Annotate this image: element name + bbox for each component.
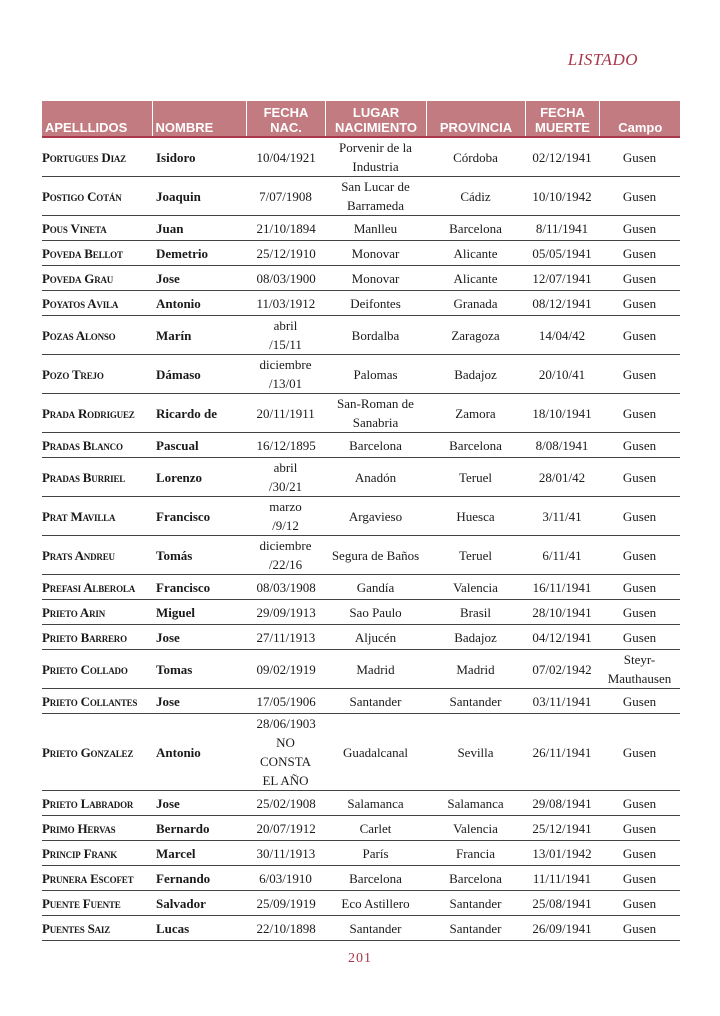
cell-lugar-nacimiento-text: Barcelona [349, 870, 402, 886]
cell-apellidos: Pozo Trejo [42, 355, 152, 394]
cell-fecha-nac-text: abril /15/11 [269, 318, 302, 352]
cell-provincia: Barcelona [426, 216, 525, 241]
table-row [42, 394, 680, 433]
cell-lugar-nacimiento-text: Argavieso [348, 508, 403, 524]
table-body [42, 137, 680, 941]
cell-apellidos: Prieto Gonzalez [42, 714, 152, 791]
cell-fecha-nac-text: 30/11/1913 [256, 845, 316, 861]
table-row [42, 916, 680, 941]
cell-fecha-muerte: 02/12/1941 [525, 137, 599, 177]
cell-lugar-nacimiento-text: Santander [349, 693, 402, 709]
cell-nombre: Francisco [152, 497, 246, 536]
cell-campo-text: Gusen [622, 547, 657, 563]
cell-campo-text: Gusen [622, 508, 657, 524]
table-row [42, 137, 680, 177]
cell-fecha-nac [246, 916, 325, 941]
cell-fecha-muerte: 26/11/1941 [525, 714, 599, 791]
cell-campo [599, 600, 680, 625]
cell-fecha-nac [246, 891, 325, 916]
cell-provincia: Badajoz [426, 355, 525, 394]
table-row [42, 536, 680, 575]
cell-fecha-nac [246, 575, 325, 600]
cell-lugar-nacimiento-text: San-Roman de Sanabria [337, 396, 414, 430]
cell-campo-text: Gusen [622, 270, 657, 286]
cell-campo [599, 497, 680, 536]
cell-nombre: Miguel [152, 600, 246, 625]
cell-fecha-muerte: 10/10/1942 [525, 177, 599, 216]
cell-nombre: Tomás [152, 536, 246, 575]
cell-apellidos: Prieto Arin [42, 600, 152, 625]
cell-lugar-nacimiento [325, 791, 426, 816]
cell-provincia: Zaragoza [426, 316, 525, 355]
cell-fecha-muerte: 25/08/1941 [525, 891, 599, 916]
cell-fecha-nac-text: diciembre /22/16 [259, 538, 312, 572]
cell-campo-text: Gusen [622, 245, 657, 261]
cell-apellidos: Prieto Labrador [42, 791, 152, 816]
cell-campo-text: Gusen [622, 366, 657, 382]
cell-fecha-muerte: 05/05/1941 [525, 241, 599, 266]
cell-fecha-nac [246, 841, 325, 866]
cell-lugar-nacimiento-text: Salamanca [347, 795, 404, 811]
cell-campo [599, 137, 680, 177]
cell-provincia: Santander [426, 891, 525, 916]
table-row [42, 714, 680, 791]
cell-nombre: Antonio [152, 291, 246, 316]
cell-lugar-nacimiento [325, 536, 426, 575]
cell-lugar-nacimiento [325, 291, 426, 316]
table-row [42, 891, 680, 916]
cell-lugar-nacimiento-text: París [362, 845, 389, 861]
cell-lugar-nacimiento-text: Santander [349, 920, 402, 936]
cell-apellidos: Prieto Collado [42, 650, 152, 689]
cell-apellidos: Prada Rodriguez [42, 394, 152, 433]
cell-provincia: Alicante [426, 266, 525, 291]
column-header-fecha-muerte: FECHA MUERTE [525, 101, 599, 137]
cell-fecha-nac-text: 28/06/1903 NO CONSTA EL AÑO [256, 716, 316, 788]
cell-apellidos: Portugues Diaz [42, 137, 152, 177]
cell-apellidos: Prieto Barrero [42, 625, 152, 650]
cell-apellidos: Prats Andreu [42, 536, 152, 575]
cell-provincia: Zamora [426, 394, 525, 433]
cell-lugar-nacimiento-text: Palomas [353, 366, 398, 382]
cell-lugar-nacimiento [325, 816, 426, 841]
deportees-table [42, 101, 680, 941]
cell-campo [599, 689, 680, 714]
cell-nombre: Jose [152, 689, 246, 714]
cell-fecha-muerte: 16/11/1941 [525, 575, 599, 600]
column-header-nombre: NOMBRE [152, 101, 246, 137]
cell-campo [599, 458, 680, 497]
table-row [42, 816, 680, 841]
cell-nombre: Jose [152, 791, 246, 816]
cell-provincia: Teruel [426, 536, 525, 575]
cell-lugar-nacimiento [325, 650, 426, 689]
cell-campo-text: Gusen [622, 870, 657, 886]
cell-campo-text: Gusen [622, 327, 657, 343]
cell-nombre: Ricardo de [152, 394, 246, 433]
table-row [42, 355, 680, 394]
cell-nombre: Juan [152, 216, 246, 241]
cell-fecha-nac [246, 394, 325, 433]
cell-fecha-nac-text: 08/03/1900 [256, 270, 316, 286]
cell-fecha-nac [246, 355, 325, 394]
table-row [42, 600, 680, 625]
cell-fecha-nac-text: 25/02/1908 [256, 795, 316, 811]
cell-campo-text: Gusen [622, 469, 657, 485]
cell-fecha-nac-text: 25/12/1910 [256, 245, 316, 261]
cell-campo [599, 394, 680, 433]
cell-nombre: Fernando [152, 866, 246, 891]
cell-provincia: Huesca [426, 497, 525, 536]
cell-fecha-muerte: 03/11/1941 [525, 689, 599, 714]
cell-lugar-nacimiento-text: Porvenir de la Industria [339, 140, 412, 174]
cell-campo [599, 650, 680, 689]
cell-fecha-nac-text: marzo /9/12 [269, 499, 302, 533]
table-row [42, 216, 680, 241]
cell-fecha-nac-text: 09/02/1919 [256, 661, 316, 677]
cell-apellidos: Pradas Blanco [42, 433, 152, 458]
cell-fecha-nac-text: 10/04/1921 [256, 149, 316, 165]
cell-fecha-nac-text: 20/11/1911 [256, 405, 315, 421]
cell-lugar-nacimiento-text: Aljucén [354, 629, 397, 645]
cell-lugar-nacimiento-text: Monovar [351, 245, 400, 261]
table-row [42, 650, 680, 689]
cell-apellidos: Pozas Alonso [42, 316, 152, 355]
cell-fecha-muerte: 8/08/1941 [525, 433, 599, 458]
cell-fecha-nac-text: 22/10/1898 [256, 920, 316, 936]
cell-provincia: Córdoba [426, 137, 525, 177]
cell-lugar-nacimiento [325, 316, 426, 355]
cell-provincia: Valencia [426, 575, 525, 600]
cell-fecha-nac-text: 25/09/1919 [256, 895, 316, 911]
cell-fecha-muerte: 18/10/1941 [525, 394, 599, 433]
cell-nombre: Jose [152, 266, 246, 291]
cell-lugar-nacimiento [325, 575, 426, 600]
cell-fecha-nac [246, 458, 325, 497]
cell-campo-text: Gusen [622, 845, 657, 861]
cell-campo [599, 816, 680, 841]
cell-nombre: Tomas [152, 650, 246, 689]
cell-apellidos: Poveda Grau [42, 266, 152, 291]
cell-fecha-nac-text: 21/10/1894 [256, 220, 316, 236]
cell-lugar-nacimiento [325, 866, 426, 891]
cell-campo [599, 177, 680, 216]
cell-fecha-nac [246, 791, 325, 816]
table-row [42, 575, 680, 600]
table-row [42, 497, 680, 536]
cell-apellidos: Puente Fuente [42, 891, 152, 916]
cell-provincia: Teruel [426, 458, 525, 497]
cell-campo-text: Gusen [622, 895, 657, 911]
cell-campo-text: Gusen [622, 795, 657, 811]
cell-campo-text: Steyr-Mauthausen [607, 652, 672, 686]
page-number: 201 [348, 951, 372, 966]
cell-fecha-nac-text: 08/03/1908 [256, 579, 316, 595]
cell-campo-text: Gusen [622, 437, 657, 453]
cell-fecha-nac [246, 650, 325, 689]
cell-fecha-muerte: 08/12/1941 [525, 291, 599, 316]
cell-apellidos: Poveda Bellot [42, 241, 152, 266]
cell-fecha-nac [246, 216, 325, 241]
cell-apellidos: Princip Frank [42, 841, 152, 866]
cell-lugar-nacimiento [325, 266, 426, 291]
cell-fecha-muerte: 13/01/1942 [525, 841, 599, 866]
cell-fecha-muerte: 28/01/42 [525, 458, 599, 497]
cell-campo-text: Gusen [622, 188, 657, 204]
cell-fecha-muerte: 3/11/41 [525, 497, 599, 536]
cell-campo [599, 891, 680, 916]
cell-provincia: Santander [426, 916, 525, 941]
cell-apellidos: Prieto Collantes [42, 689, 152, 714]
cell-lugar-nacimiento-text: Barcelona [349, 437, 402, 453]
cell-provincia: Valencia [426, 816, 525, 841]
cell-lugar-nacimiento [325, 497, 426, 536]
cell-fecha-muerte: 28/10/1941 [525, 600, 599, 625]
cell-provincia: Granada [426, 291, 525, 316]
column-header-lugar-nacimiento: LUGAR NACIMIENTO [325, 101, 426, 137]
cell-campo [599, 791, 680, 816]
cell-nombre: Antonio [152, 714, 246, 791]
cell-fecha-nac [246, 137, 325, 177]
cell-apellidos: Prefasi Alberola [42, 575, 152, 600]
cell-apellidos: Pous Vineta [42, 216, 152, 241]
cell-nombre: Marcel [152, 841, 246, 866]
cell-lugar-nacimiento-text: Segura de Baños [331, 547, 420, 563]
cell-fecha-nac [246, 266, 325, 291]
cell-campo [599, 216, 680, 241]
cell-fecha-muerte: 25/12/1941 [525, 816, 599, 841]
cell-nombre: Dámaso [152, 355, 246, 394]
table-header-row [42, 101, 680, 137]
cell-campo-text: Gusen [622, 405, 657, 421]
cell-lugar-nacimiento-text: Carlet [359, 820, 392, 836]
cell-lugar-nacimiento [325, 689, 426, 714]
table-row [42, 316, 680, 355]
cell-fecha-nac-text: 27/11/1913 [256, 629, 316, 645]
cell-lugar-nacimiento [325, 458, 426, 497]
cell-lugar-nacimiento [325, 916, 426, 941]
cell-nombre: Lorenzo [152, 458, 246, 497]
cell-fecha-muerte: 6/11/41 [525, 536, 599, 575]
cell-campo [599, 266, 680, 291]
column-header-provincia: PROVINCIA [426, 101, 525, 137]
table-row [42, 241, 680, 266]
cell-fecha-nac-text: 16/12/1895 [256, 437, 316, 453]
cell-campo-text: Gusen [622, 295, 657, 311]
cell-campo [599, 536, 680, 575]
running-title: LISTADO [567, 50, 638, 69]
cell-lugar-nacimiento [325, 355, 426, 394]
cell-fecha-nac [246, 714, 325, 791]
cell-campo-text: Gusen [622, 629, 657, 645]
cell-fecha-muerte: 26/09/1941 [525, 916, 599, 941]
cell-nombre: Isidoro [152, 137, 246, 177]
cell-campo [599, 316, 680, 355]
cell-campo-text: Gusen [622, 149, 657, 165]
cell-fecha-muerte: 8/11/1941 [525, 216, 599, 241]
cell-campo [599, 433, 680, 458]
cell-lugar-nacimiento-text: San Lucar de Barrameda [341, 179, 410, 213]
cell-fecha-nac-text: 29/09/1913 [256, 604, 316, 620]
table-row [42, 625, 680, 650]
cell-fecha-muerte: 11/11/1941 [525, 866, 599, 891]
table-row [42, 458, 680, 497]
cell-provincia: Badajoz [426, 625, 525, 650]
cell-lugar-nacimiento [325, 891, 426, 916]
table-row [42, 689, 680, 714]
cell-nombre: Marín [152, 316, 246, 355]
cell-campo-text: Gusen [622, 820, 657, 836]
cell-nombre: Bernardo [152, 816, 246, 841]
cell-nombre: Joaquin [152, 177, 246, 216]
cell-lugar-nacimiento-text: Guadalcanal [343, 744, 408, 760]
cell-lugar-nacimiento [325, 137, 426, 177]
cell-lugar-nacimiento [325, 600, 426, 625]
cell-apellidos: Prat Mavilla [42, 497, 152, 536]
cell-fecha-muerte: 20/10/41 [525, 355, 599, 394]
cell-lugar-nacimiento [325, 841, 426, 866]
cell-nombre: Demetrio [152, 241, 246, 266]
cell-apellidos: Prunera Escofet [42, 866, 152, 891]
cell-provincia: Sevilla [426, 714, 525, 791]
column-header-campo: Campo [599, 101, 680, 137]
cell-nombre: Francisco [152, 575, 246, 600]
cell-campo [599, 241, 680, 266]
cell-provincia: Brasil [426, 600, 525, 625]
cell-fecha-muerte: 14/04/42 [525, 316, 599, 355]
column-header-apellidos: APELLLIDOS [42, 101, 152, 137]
cell-provincia: Cádiz [426, 177, 525, 216]
cell-lugar-nacimiento-text: Eco Astillero [341, 895, 410, 911]
cell-apellidos: Primo Hervas [42, 816, 152, 841]
cell-fecha-nac [246, 177, 325, 216]
table-row [42, 841, 680, 866]
cell-fecha-muerte: 07/02/1942 [525, 650, 599, 689]
cell-lugar-nacimiento-text: Gandía [356, 579, 395, 595]
cell-campo [599, 625, 680, 650]
cell-campo [599, 575, 680, 600]
cell-fecha-nac-text: 7/07/1908 [259, 188, 312, 204]
cell-lugar-nacimiento-text: Madrid [356, 661, 395, 677]
cell-campo-text: Gusen [622, 604, 657, 620]
cell-provincia: Alicante [426, 241, 525, 266]
cell-apellidos: Postigo Cotán [42, 177, 152, 216]
cell-fecha-nac [246, 536, 325, 575]
cell-lugar-nacimiento [325, 714, 426, 791]
cell-fecha-nac [246, 625, 325, 650]
cell-fecha-nac-text: diciembre /13/01 [259, 357, 312, 391]
cell-lugar-nacimiento-text: Anadón [354, 469, 397, 485]
cell-nombre: Jose [152, 625, 246, 650]
table-row [42, 291, 680, 316]
cell-fecha-muerte: 12/07/1941 [525, 266, 599, 291]
column-header-fecha-nac: FECHA NAC. [246, 101, 325, 137]
cell-apellidos: Poyatos Avila [42, 291, 152, 316]
cell-fecha-nac [246, 816, 325, 841]
cell-lugar-nacimiento-text: Manlleu [353, 220, 398, 236]
cell-fecha-nac-text: 6/03/1910 [259, 870, 312, 886]
cell-campo-text: Gusen [622, 579, 657, 595]
cell-lugar-nacimiento-text: Monovar [351, 270, 400, 286]
cell-campo-text: Gusen [622, 220, 657, 236]
cell-fecha-nac [246, 291, 325, 316]
cell-fecha-nac [246, 866, 325, 891]
cell-fecha-nac [246, 689, 325, 714]
cell-provincia: Madrid [426, 650, 525, 689]
cell-lugar-nacimiento [325, 433, 426, 458]
cell-fecha-nac [246, 433, 325, 458]
cell-campo [599, 291, 680, 316]
cell-lugar-nacimiento-text: Bordalba [351, 327, 400, 343]
cell-lugar-nacimiento-text: Sao Paulo [349, 604, 402, 620]
cell-campo [599, 916, 680, 941]
cell-provincia: Francia [426, 841, 525, 866]
table-row [42, 866, 680, 891]
cell-fecha-nac [246, 497, 325, 536]
cell-provincia: Santander [426, 689, 525, 714]
cell-fecha-nac-text: abril /30/21 [268, 460, 303, 494]
table-row [42, 791, 680, 816]
cell-fecha-nac [246, 600, 325, 625]
cell-campo [599, 355, 680, 394]
cell-lugar-nacimiento [325, 394, 426, 433]
cell-campo [599, 866, 680, 891]
cell-lugar-nacimiento [325, 241, 426, 266]
cell-lugar-nacimiento [325, 216, 426, 241]
cell-fecha-muerte: 04/12/1941 [525, 625, 599, 650]
cell-lugar-nacimiento [325, 625, 426, 650]
cell-nombre: Pascual [152, 433, 246, 458]
cell-campo-text: Gusen [622, 920, 657, 936]
cell-campo [599, 714, 680, 791]
cell-nombre: Salvador [152, 891, 246, 916]
cell-fecha-nac-text: 11/03/1912 [256, 295, 316, 311]
cell-lugar-nacimiento-text: Deifontes [350, 295, 401, 311]
cell-fecha-nac-text: 20/07/1912 [256, 820, 316, 836]
cell-fecha-nac [246, 241, 325, 266]
cell-fecha-muerte: 29/08/1941 [525, 791, 599, 816]
cell-apellidos: Pradas Burriel [42, 458, 152, 497]
cell-provincia: Salamanca [426, 791, 525, 816]
cell-fecha-nac-text: 17/05/1906 [256, 693, 316, 709]
cell-campo [599, 841, 680, 866]
table-row [42, 266, 680, 291]
cell-campo-text: Gusen [622, 693, 657, 709]
cell-provincia: Barcelona [426, 433, 525, 458]
cell-nombre: Lucas [152, 916, 246, 941]
cell-fecha-nac [246, 316, 325, 355]
cell-provincia: Barcelona [426, 866, 525, 891]
cell-apellidos: Puentes Saiz [42, 916, 152, 941]
cell-campo-text: Gusen [622, 744, 657, 760]
table-row [42, 177, 680, 216]
table-row [42, 433, 680, 458]
cell-lugar-nacimiento [325, 177, 426, 216]
